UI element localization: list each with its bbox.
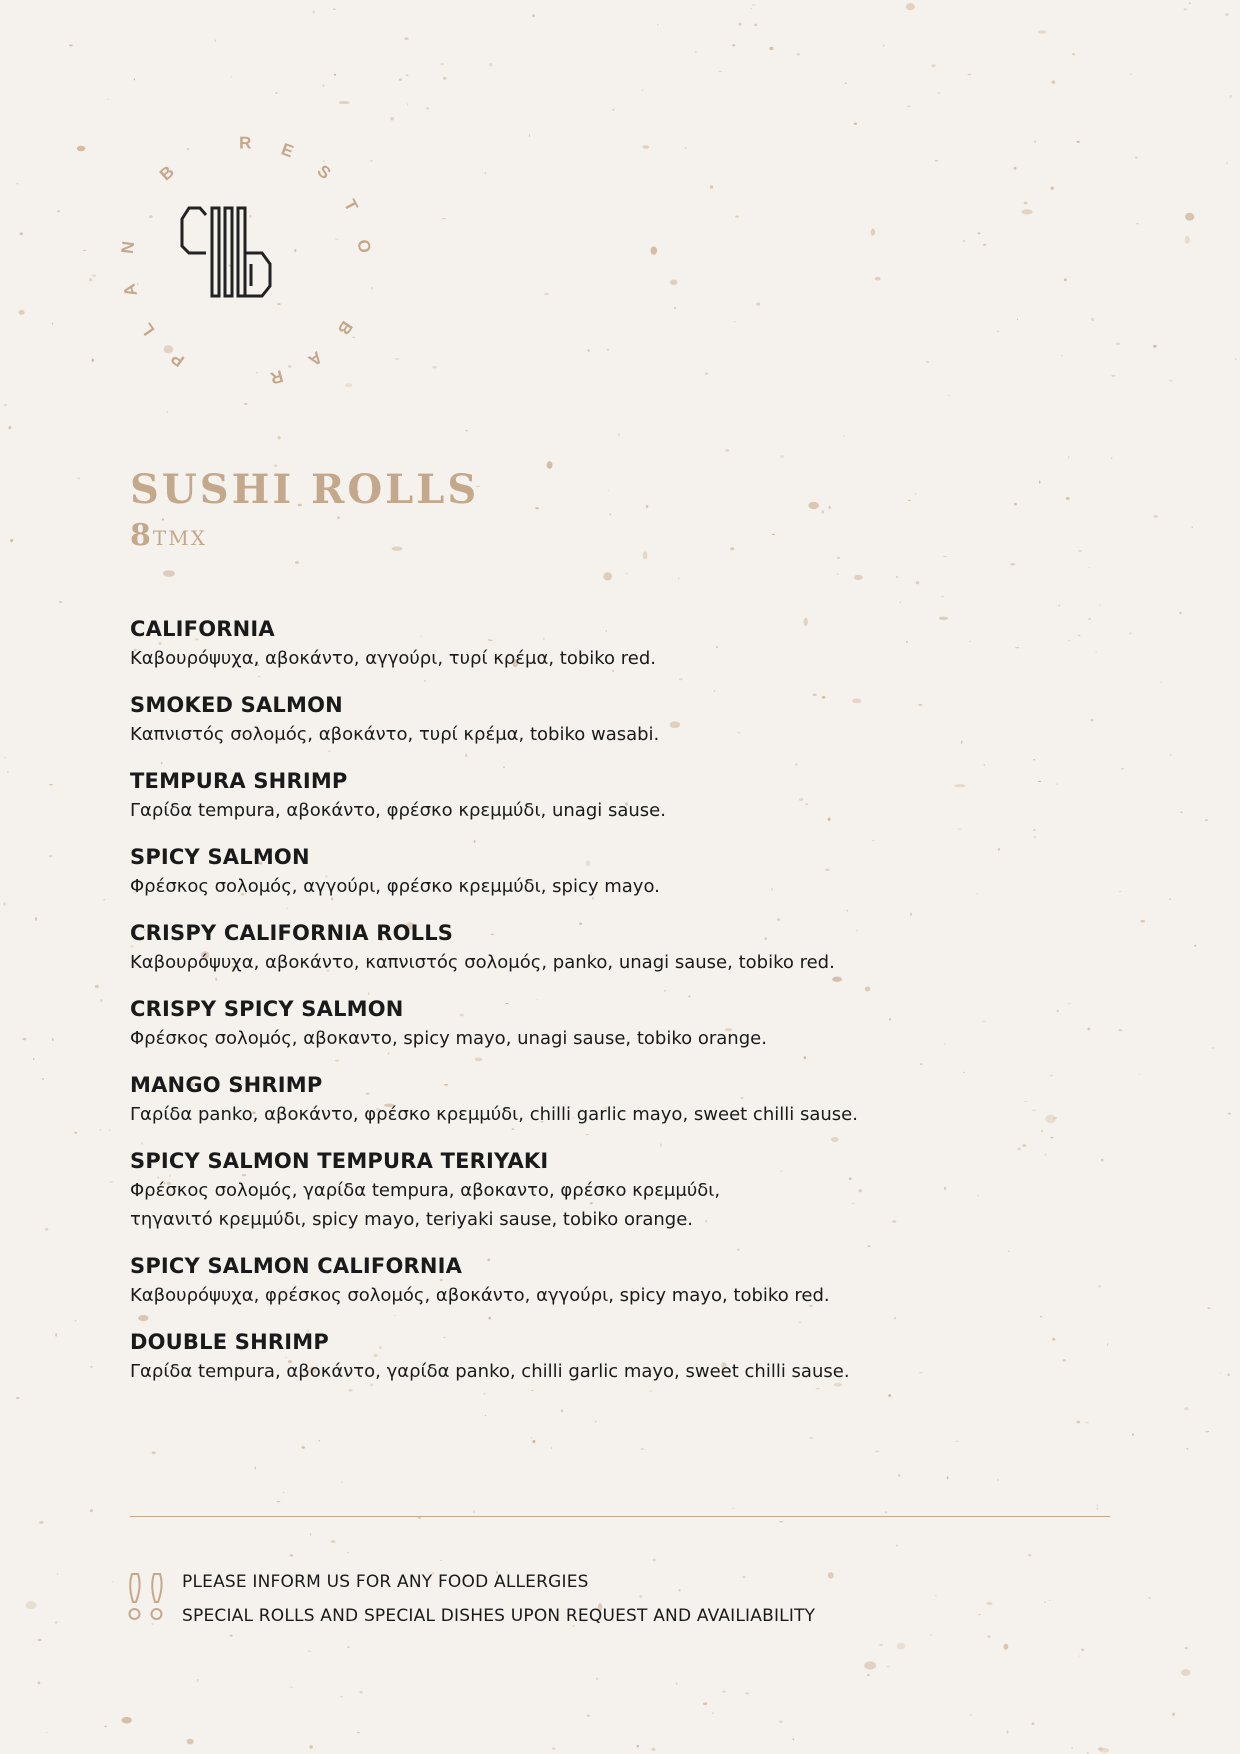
- menu-item-description: Καβουρόψυχα, αβοκάντο, καπνιστός σολομός, panko, unagi sause, tobiko red.: [130, 952, 835, 973]
- svg-text:E: E: [278, 139, 296, 162]
- svg-text:P: P: [167, 348, 188, 371]
- menu-item-name: SPICY SALMON TEMPURA TERIYAKI: [130, 1149, 549, 1173]
- svg-text:R: R: [239, 133, 252, 153]
- svg-text:B: B: [333, 317, 357, 339]
- svg-text:A: A: [119, 281, 141, 299]
- menu-item-name: SPICY SALMON: [130, 845, 310, 869]
- menu-item-name: SMOKED SALMON: [130, 693, 343, 717]
- menu-item-name: CALIFORNIA: [130, 617, 275, 641]
- menu-item-description: Φρέσκος σολομός, γαρίδα tempura, αβοκαντο, φρέσκο κρεμμύδι, τηγανιτό κρεμμύδι, spicy mayo, teriyaki sause, tobiko orange.: [130, 1180, 721, 1230]
- menu-item: [130, 844, 1030, 920]
- menu-item: [130, 768, 1030, 844]
- menu-item-description: Καπνιστός σολομός, αβοκάντο, τυρί κρέμα, tobiko wasabi.: [130, 724, 660, 745]
- menu-item-description: Γαρίδα tempura, αβοκάντο, φρέσκο κρεμμύδι, unagi sause.: [130, 800, 666, 821]
- menu-item-name: SPICY SALMON CALIFORNIA: [130, 1254, 463, 1278]
- menu-item-description: Γαρίδα panko, αβοκάντο, φρέσκο κρεμμύδι, chilli garlic mayo, sweet chilli sause.: [130, 1104, 858, 1125]
- double-exclamation-icon: [128, 1572, 170, 1622]
- svg-text:S: S: [313, 161, 335, 184]
- roll-count-unit: TMX: [152, 526, 207, 550]
- svg-text:A: A: [304, 347, 326, 371]
- menu-item: [130, 692, 1030, 768]
- allergy-notice: PLEASE INFORM US FOR ANY FOOD ALLERGIES: [182, 1572, 589, 1592]
- menu-item: [130, 1253, 1030, 1329]
- menu-item-description: Καβουρόψυχα, αβοκάντο, αγγούρι, τυρί κρέμα, tobiko red.: [130, 648, 657, 669]
- menu-item: [130, 920, 1030, 996]
- plan-b-logo: [112, 112, 412, 412]
- menu-item: [130, 616, 1030, 692]
- menu-item: [130, 1148, 1030, 1253]
- menu-item-description: Φρέσκος σολομός, αγγούρι, φρέσκο κρεμμύδι, spicy mayo.: [130, 876, 660, 897]
- section-count: [130, 518, 207, 553]
- roll-count: 8: [130, 518, 151, 553]
- svg-text:L: L: [136, 319, 159, 339]
- menu-list: [130, 616, 1030, 1405]
- menu-item: [130, 996, 1030, 1072]
- menu-item: [130, 1329, 1030, 1405]
- section-title: SUSHI ROLLS: [130, 466, 480, 513]
- svg-text:T: T: [339, 196, 362, 215]
- special-request-notice: SPECIAL ROLLS AND SPECIAL DISHES UPON REQUEST AND AVAILIABILITY: [182, 1606, 816, 1626]
- menu-item-description: Γαρίδα tempura, αβοκάντο, γαρίδα panko, chilli garlic mayo, sweet chilli sause.: [130, 1361, 850, 1382]
- menu-item-name: TEMPURA SHRIMP: [130, 769, 348, 793]
- svg-text:N: N: [117, 240, 139, 255]
- menu-item: [130, 1072, 1030, 1148]
- svg-text:R: R: [268, 366, 286, 388]
- menu-item-name: CRISPY SPICY SALMON: [130, 997, 404, 1021]
- menu-item-description: Καβουρόψυχα, φρέσκος σολομός, αβοκάντο, αγγούρι, spicy mayo, tobiko red.: [130, 1285, 830, 1306]
- svg-text:B: B: [156, 161, 178, 185]
- menu-item-name: MANGO SHRIMP: [130, 1073, 323, 1097]
- footer-divider: [130, 1516, 1110, 1517]
- menu-item-name: DOUBLE SHRIMP: [130, 1330, 329, 1354]
- svg-text:O: O: [353, 238, 375, 254]
- menu-item-description: Φρέσκος σολομός, αβοκαντο, spicy mayo, unagi sause, tobiko orange.: [130, 1028, 767, 1049]
- menu-item-name: CRISPY CALIFORNIA ROLLS: [130, 921, 454, 945]
